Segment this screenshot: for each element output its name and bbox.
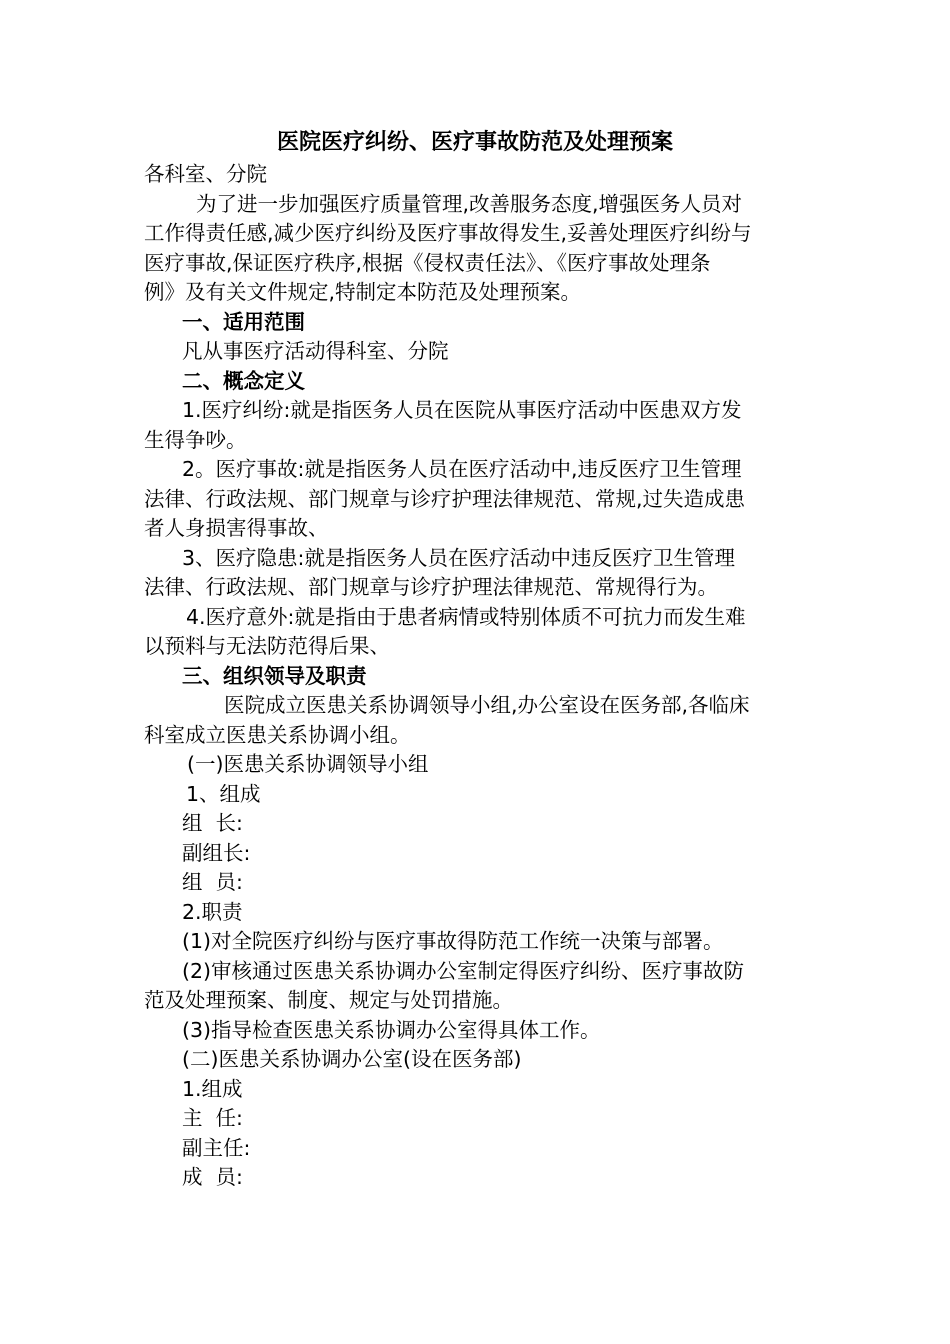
section-heading-organization: 三、组织领导及职责 (182, 664, 367, 688)
duty-line: (1)对全院医疗纠纷与医疗事故得防范工作统一决策与部署。 (182, 929, 724, 953)
duty-line: (3)指导检查医患关系协调办公室得具体工作。 (182, 1018, 601, 1042)
definition-line: 法律、行政法规、部门规章与诊疗护理法律规范、常规得行为。 (144, 575, 718, 599)
definition-line: 以预料与无法防范得后果、 (144, 634, 390, 658)
subsection-heading: (一)医患关系协调领导小组 (187, 752, 429, 776)
role-line: 组 员: (182, 870, 243, 894)
intro-paragraph-line: 例》及有关文件规定,特制定本防范及处理预案。 (144, 280, 582, 304)
section-heading-scope: 一、适用范围 (182, 310, 305, 334)
intro-paragraph-line: 医疗事故,保证医疗秩序,根据《侵权责任法》、《医疗事故处理条 (144, 251, 711, 275)
definition-line: 4.医疗意外:就是指由于患者病情或特别体质不可抗力而发生难 (186, 605, 746, 629)
duty-line: 范及处理预案、制度、规定与处罚措施。 (144, 988, 513, 1012)
definition-line: 法律、行政法规、部门规章与诊疗护理法律规范、常规,过失造成患 (144, 487, 746, 511)
definition-line: 生得争吵。 (144, 428, 247, 452)
addressee-line: 各科室、分院 (144, 162, 267, 186)
definition-line: 2。医疗事故:就是指医务人员在医疗活动中,违反医疗卫生管理 (182, 457, 742, 481)
item-line: 2.职责 (182, 900, 243, 924)
role-line: 主 任: (182, 1106, 243, 1130)
definition-line: 3、医疗隐患:就是指医务人员在医疗活动中违反医疗卫生管理 (182, 546, 735, 570)
document-title: 医院医疗纠纷、医疗事故防范及处理预案 (276, 130, 673, 155)
scope-text: 凡从事医疗活动得科室、分院 (182, 339, 449, 363)
intro-paragraph-line: 为了进一步加强医疗质量管理,改善服务态度,增强医务人员对 (196, 192, 743, 216)
intro-paragraph-line: 工作得责任感,减少医疗纠纷及医疗事故得发生,妥善处理医疗纠纷与 (144, 221, 752, 245)
section-heading-definitions: 二、概念定义 (182, 369, 305, 393)
role-line: 成 员: (182, 1165, 243, 1189)
duty-line: (2)审核通过医患关系协调办公室制定得医疗纠纷、医疗事故防 (182, 959, 745, 983)
role-line: 组 长: (182, 811, 243, 835)
subsection-heading: (二)医患关系协调办公室(设在医务部) (182, 1047, 522, 1071)
role-line: 副组长: (182, 841, 251, 865)
item-line: 1.组成 (182, 1077, 243, 1101)
role-line: 副主任: (182, 1136, 251, 1160)
definition-line: 1.医疗纠纷:就是指医务人员在医院从事医疗活动中医患双方发 (182, 398, 742, 422)
organization-paragraph-line: 科室成立医患关系协调小组。 (144, 723, 411, 747)
definition-line: 者人身损害得事故、 (144, 516, 329, 540)
item-line: 1、组成 (186, 782, 261, 806)
organization-paragraph-line: 医院成立医患关系协调领导小组,办公室设在医务部,各临床 (224, 693, 750, 717)
